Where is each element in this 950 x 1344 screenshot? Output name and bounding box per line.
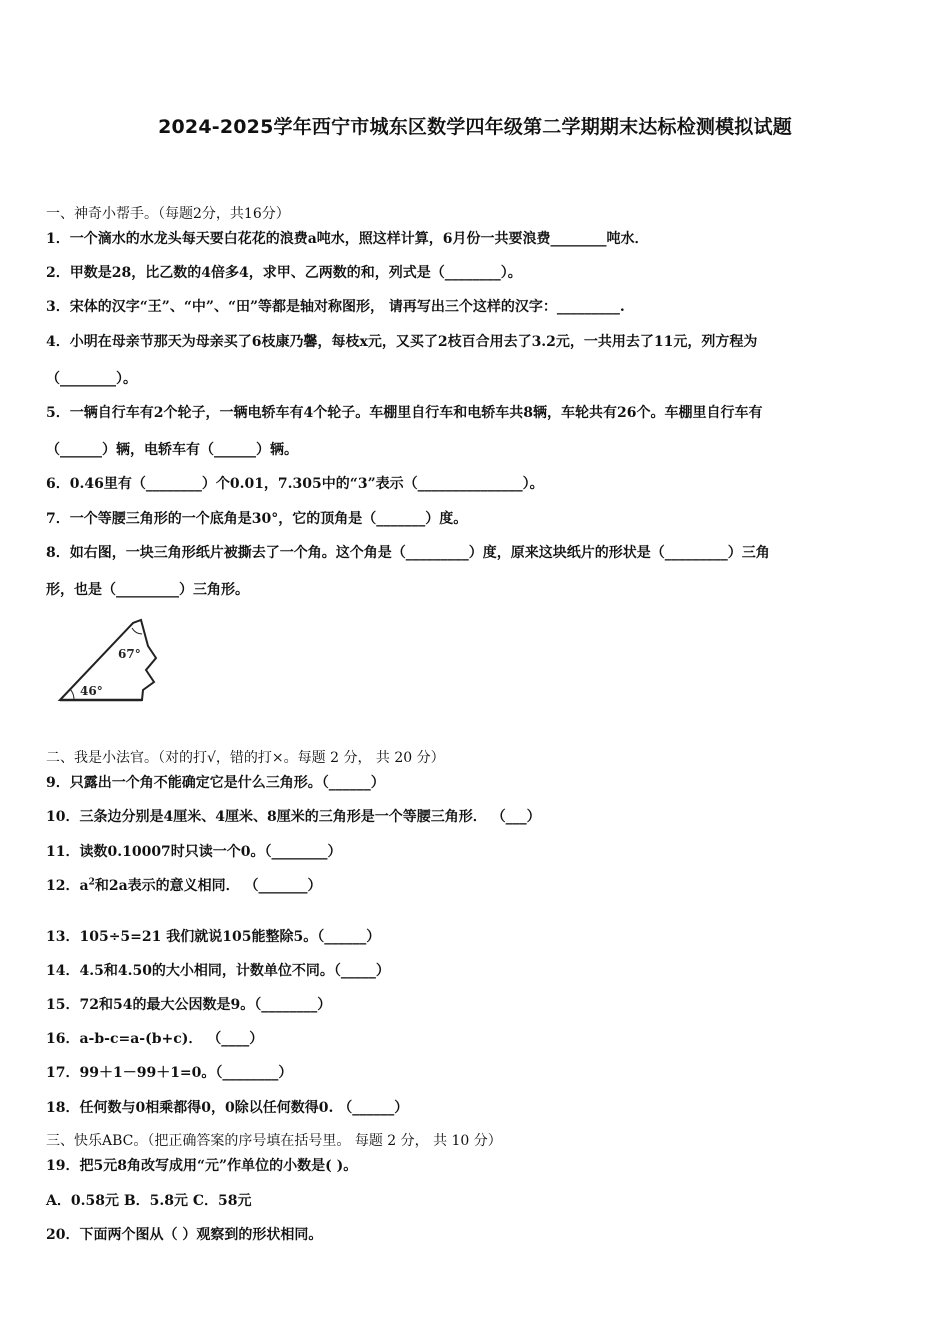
question-19-options: A．0.58元 B．5.8元 C．58元	[46, 1193, 252, 1209]
question-4-continued: （________）。	[46, 371, 137, 387]
question-17: 17．99＋1－99＋1=0。（________）	[46, 1065, 293, 1081]
question-19: 19．把5元8角改写成用“元”作单位的小数是( )。	[46, 1158, 358, 1174]
question-12-prefix: 12．a	[46, 878, 89, 894]
angle-46-label: 46°	[80, 684, 103, 698]
question-6: 6．0.46里有（________）个0.01，7.305中的“3”表示（_______________）。	[46, 476, 544, 492]
question-1: 1．一个滴水的水龙头每天要白花花的浪费a吨水，照这样计算，6月份一共要浪费________吨水．	[46, 231, 649, 247]
section-1-heading: 一、神奇小帮手。（每题2分，共16分）	[46, 206, 290, 222]
torn-triangle-shape	[60, 620, 156, 700]
question-2: 2．甲数是28，比乙数的4倍多4，求甲、乙两数的和，列式是（________）。	[46, 265, 522, 281]
question-12	[46, 875, 322, 895]
section-3-heading: 三、快乐ABC。（把正确答案的序号填在括号里。 每题 2 分， 共 10 分）	[46, 1133, 502, 1149]
page-title: 2024-2025学年西宁市城东区数学四年级第二学期期末达标检测模拟试题	[158, 116, 792, 138]
question-3: 3．宋体的汉字“王”、“中”、“田”等都是轴对称图形， 请再写出三个这样的汉字：_________.	[46, 299, 625, 315]
angle-67-label: 67°	[118, 647, 141, 661]
question-14: 14．4.5和4.50的大小相同，计数单位不同。（_____）	[46, 963, 390, 979]
torn-triangle-figure	[52, 612, 182, 712]
question-15: 15．72和54的最大公因数是9。（________）	[46, 997, 332, 1013]
question-5-continued: （______）辆，电轿车有（______）辆。	[46, 442, 298, 458]
question-4: 4．小明在母亲节那天为母亲买了6枝康乃馨，每枝x元，又买了2枝百合用去了3.2元，一共用去了11元，列方程为	[46, 334, 758, 350]
question-11: 11．读数0.10007时只读一个0。（________）	[46, 844, 342, 860]
question-12-exponent: 2	[88, 877, 95, 888]
question-8: 8．如右图，一块三角形纸片被撕去了一个角。这个角是（_________）度，原来这块纸片的形状是（_________）三角	[46, 545, 770, 561]
question-12-suffix: 和2a表示的意义相同． （_______）	[94, 878, 322, 894]
question-7: 7．一个等腰三角形的一个底角是30°，它的顶角是（_______）度。	[46, 511, 468, 527]
question-20: 20．下面两个图从（ ）观察到的形状相同。	[46, 1227, 323, 1243]
question-9: 9．只露出一个角不能确定它是什么三角形。（______）	[46, 775, 385, 791]
question-18: 18．任何数与0相乘都得0，0除以任何数得0. （______）	[46, 1100, 409, 1116]
question-13: 13．105÷5=21 我们就说105能整除5。（______）	[46, 929, 381, 945]
section-2-heading: 二、我是小法官。（对的打√，错的打×。每题 2 分， 共 20 分）	[46, 750, 445, 766]
question-8-continued: 形，也是（_________）三角形。	[46, 582, 249, 598]
question-16: 16．a-b-c=a-(b+c)． （____）	[46, 1031, 264, 1047]
question-5: 5．一辆自行车有2个轮子，一辆电轿车有4个轮子。车棚里自行车和电轿车共8辆，车轮共有26个。车棚里自行车有	[46, 405, 763, 421]
question-10: 10．三条边分别是4厘米、4厘米、8厘米的三角形是一个等腰三角形． （___）	[46, 809, 541, 825]
